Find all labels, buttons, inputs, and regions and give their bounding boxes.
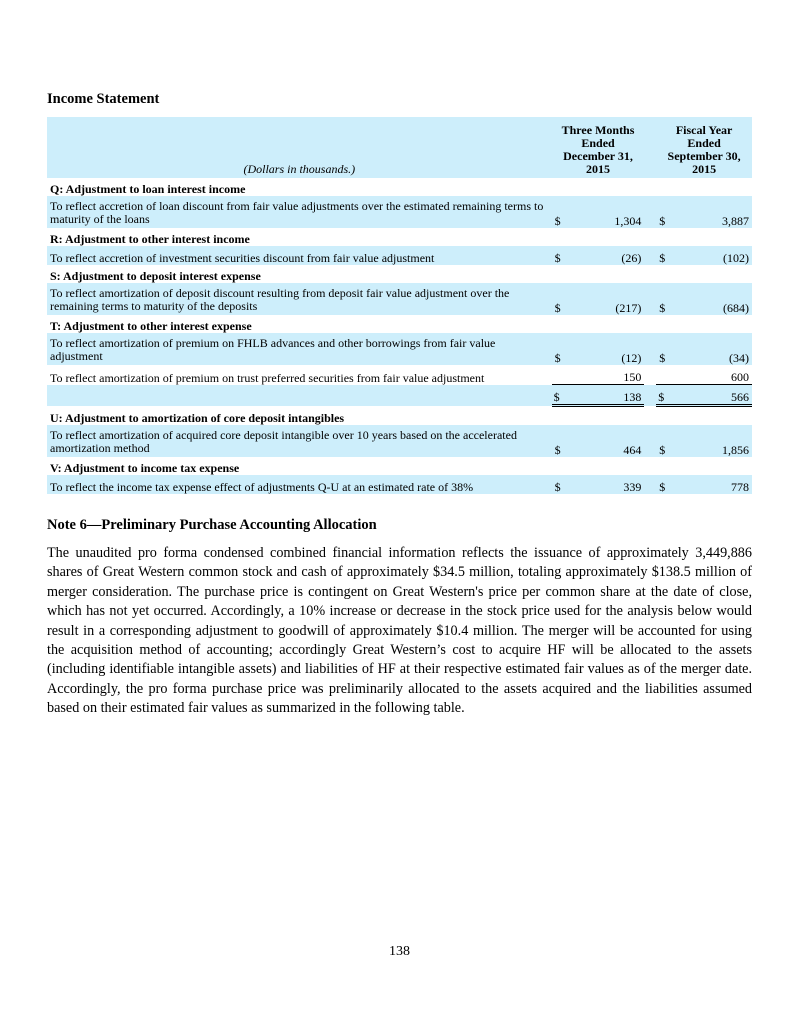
table-row <box>47 425 752 457</box>
currency-symbol <box>552 365 570 385</box>
row-description: To reflect amortization of premium on FHLB advances and other borrowings from fair value adjustment <box>47 333 552 365</box>
currency-symbol <box>656 365 674 385</box>
currency-symbol: $ <box>656 425 674 457</box>
value-fiscal-year: 3,887 <box>674 196 752 228</box>
col2-header-line: Fiscal Year <box>675 123 733 137</box>
row-description: To reflect amortization of acquired core deposit intangible over 10 years based on the accelerated amortization method <box>47 425 552 457</box>
dollars-label: (Dollars in thousands.) <box>47 117 552 178</box>
value-fiscal-year: (102) <box>674 246 752 265</box>
row-description: To reflect amortization of premium on trust preferred securities from fair value adjustment <box>50 370 485 385</box>
col2-header-line: Ended <box>687 136 721 150</box>
col-header-three-months <box>552 117 645 178</box>
row-description: To reflect the income tax expense effect of adjustments Q-U at an estimated rate of 38% <box>47 475 552 494</box>
value-three-months: 1,304 <box>569 196 644 228</box>
currency-symbol: $ <box>552 283 570 315</box>
currency-symbol: $ <box>552 246 570 265</box>
table-row <box>47 475 752 494</box>
col-header-fiscal-year <box>656 117 752 178</box>
group-title: R: Adjustment to other interest income <box>50 232 250 246</box>
group-title: V: Adjustment to income tax expense <box>50 461 240 475</box>
currency-symbol: $ <box>552 475 570 494</box>
value-fiscal-year: 778 <box>674 475 752 494</box>
col1-header-line: 2015 <box>586 162 611 176</box>
col2-header-line: 2015 <box>692 162 717 176</box>
note-paragraph: The unaudited pro forma condensed combined financial information reflects the issuance of approximately 3,449,886 shares of Great Western common stock and cash of approximately $34.5 million, totaling approximately $138.5 million of merger consideration. The purchase price is contingent on Great Western's price per common share at the date of close, which has not yet occurred. Accordingly, a 10% increase or decrease in the stock price used for the analysis below would result in a corresponding adjustment to goodwill of approximately $10.4 million. The merger will be accounted for using the acquisition method of accounting; accordingly Great Western’s cost to acquire HF will be allocated to the assets (including identifiable intangible assets) and liabilities of HF at their respective estimated fair values as of the merger date. Accordingly, the pro forma purchase price was preliminarily allocated to the assets acquired and the liabilities assumed based on their estimated fair values as summarized in the following table. <box>47 545 752 717</box>
value-fiscal-year: (684) <box>674 283 752 315</box>
group-heading-row <box>47 265 752 283</box>
value-three-months: (217) <box>569 283 644 315</box>
group-title: S: Adjustment to deposit interest expense <box>50 269 261 283</box>
group-heading-row <box>47 315 752 333</box>
income-statement-table <box>47 117 752 494</box>
group-heading-row <box>47 406 752 426</box>
subtotal-label <box>47 385 552 406</box>
col1-header-line: Three Months <box>561 123 635 137</box>
group-heading-row <box>47 228 752 246</box>
currency-symbol: $ <box>656 475 674 494</box>
currency-symbol: $ <box>656 196 674 228</box>
table-row <box>47 196 752 228</box>
currency-symbol: $ <box>552 385 570 406</box>
subtotal-fiscal-year: 566 <box>674 385 752 406</box>
value-three-months: (26) <box>569 246 644 265</box>
value-fiscal-year: 600 <box>731 370 749 384</box>
value-three-months: 150 <box>623 370 642 384</box>
currency-symbol: $ <box>656 385 674 406</box>
table-row <box>47 365 752 385</box>
table-row <box>47 246 752 265</box>
table-row <box>47 333 752 365</box>
group-title: Q: Adjustment to loan interest income <box>50 182 246 196</box>
section-title: Income Statement <box>47 91 160 107</box>
group-title: U: Adjustment to amortization of core deposit intangibles <box>50 411 345 425</box>
group-heading-row <box>47 178 752 196</box>
currency-symbol: $ <box>656 246 674 265</box>
row-description: To reflect amortization of deposit discount resulting from deposit fair value adjustment over the remaining terms to maturity of the deposits <box>47 283 552 315</box>
value-three-months: (12) <box>569 333 644 365</box>
row-description: To reflect accretion of loan discount from fair value adjustments over the estimated remaining terms to maturity of the loans <box>47 196 552 228</box>
currency-symbol: $ <box>552 333 570 365</box>
row-description: To reflect accretion of investment securities discount from fair value adjustment <box>47 246 552 265</box>
table-row <box>47 283 752 315</box>
group-title: T: Adjustment to other interest expense <box>50 319 252 333</box>
currency-symbol: $ <box>656 333 674 365</box>
subtotal-three-months: 138 <box>569 385 644 406</box>
currency-symbol: $ <box>552 425 570 457</box>
table-header-row <box>47 117 752 178</box>
currency-symbol: $ <box>656 283 674 315</box>
note-title: Note 6—Preliminary Purchase Accounting Allocation <box>47 517 377 533</box>
col1-header-line: December 31, <box>563 149 633 163</box>
currency-symbol: $ <box>552 196 570 228</box>
col2-header-line: September 30, <box>667 149 741 163</box>
col1-header-line: Ended <box>581 136 615 150</box>
subtotal-row <box>47 385 752 406</box>
value-three-months: 464 <box>569 425 644 457</box>
group-heading-row <box>47 457 752 475</box>
value-three-months: 339 <box>569 475 644 494</box>
page-number: 138 <box>389 944 410 959</box>
value-fiscal-year: (34) <box>674 333 752 365</box>
value-fiscal-year: 1,856 <box>674 425 752 457</box>
